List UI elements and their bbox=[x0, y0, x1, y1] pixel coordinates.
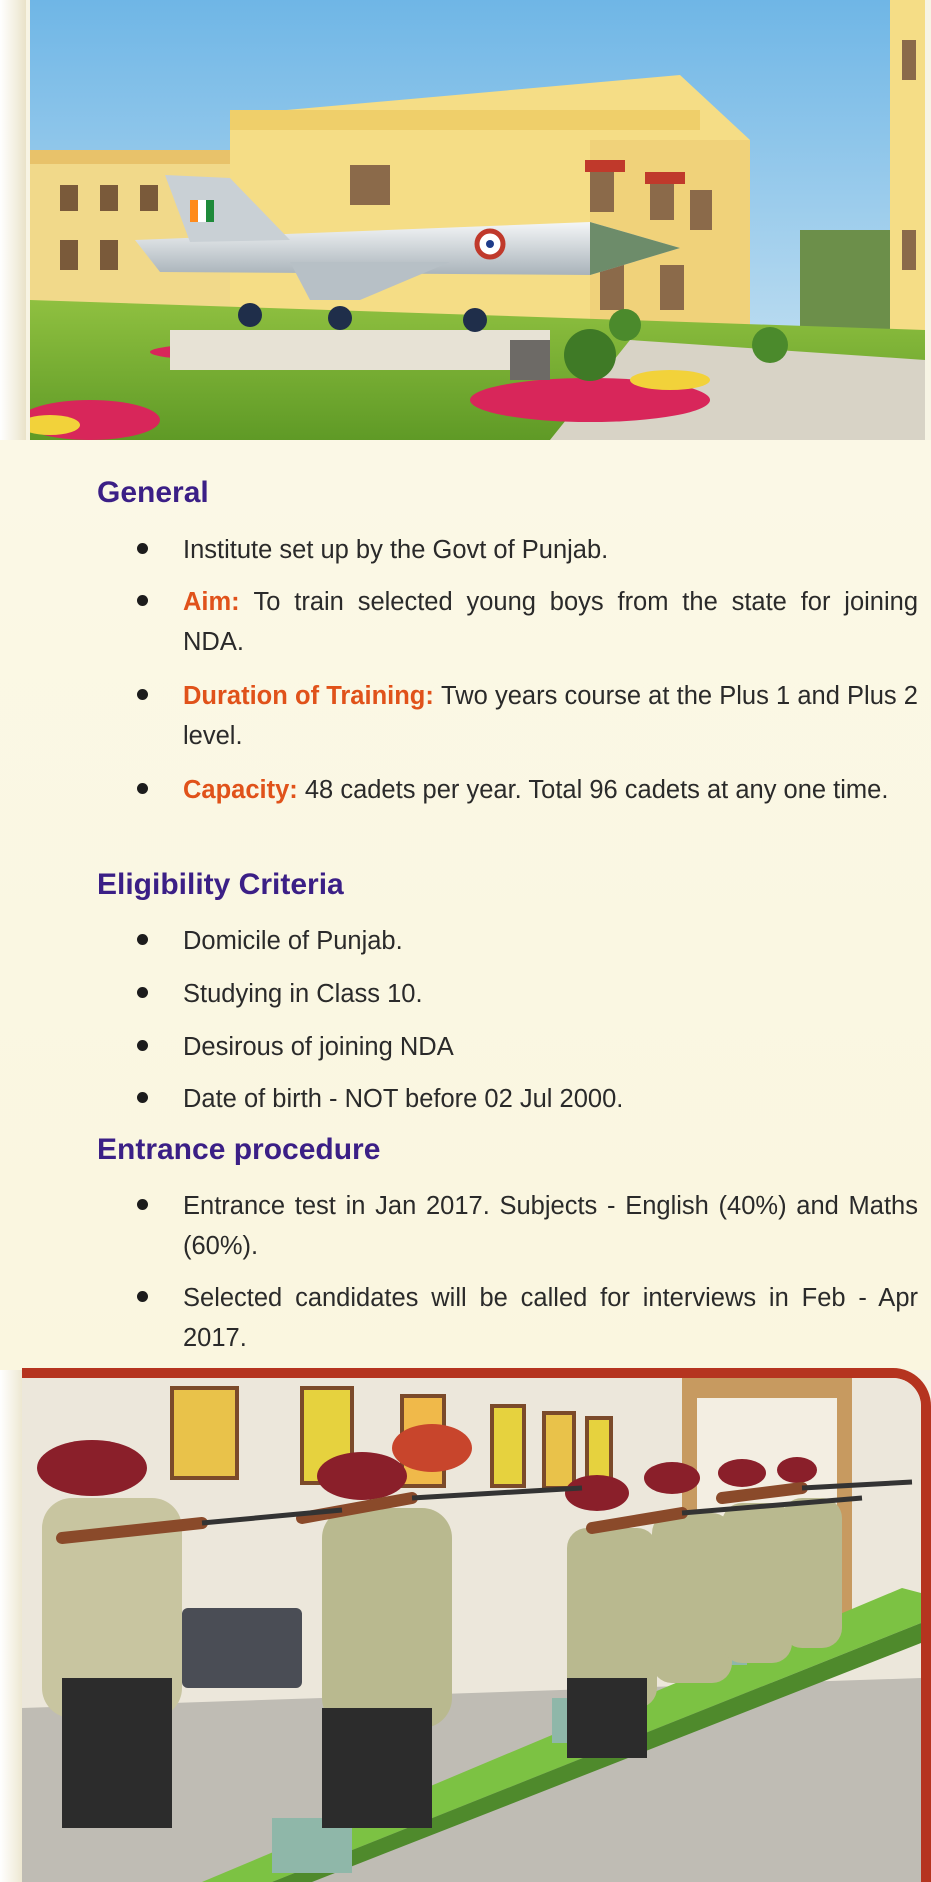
bullet-icon bbox=[137, 543, 148, 554]
bullet-icon bbox=[137, 1199, 148, 1210]
list-item bbox=[183, 1027, 918, 1067]
item-text: Two years course at the Plus 1 and Plus 2 level. bbox=[183, 682, 918, 750]
bullet-icon bbox=[137, 595, 148, 606]
list-item bbox=[183, 770, 918, 810]
item-text: Desirous of joining NDA bbox=[183, 1033, 454, 1061]
brochure-content bbox=[0, 440, 931, 1370]
list-item bbox=[183, 530, 918, 570]
item-text: Institute set up by the Govt of Punjab. bbox=[183, 536, 609, 564]
list-item bbox=[183, 1079, 918, 1119]
item-label: Duration of Training: bbox=[183, 682, 442, 710]
bullet-icon bbox=[137, 1040, 148, 1051]
list-item bbox=[183, 676, 918, 756]
bullet-icon bbox=[137, 783, 148, 794]
item-text: 48 cadets per year. Total 96 cadets at any one time. bbox=[304, 776, 889, 804]
institute-building-photo bbox=[30, 0, 931, 440]
bullet-icon bbox=[137, 1092, 148, 1103]
bullet-icon bbox=[137, 689, 148, 700]
item-label: Aim: bbox=[183, 588, 254, 616]
section-heading-eligibility: Eligibility Criteria bbox=[97, 868, 344, 901]
item-text: To train selected young boys from the state for joining NDA. bbox=[183, 588, 918, 656]
section-heading-entrance: Entrance procedure bbox=[97, 1133, 381, 1166]
item-text: Date of birth - NOT before 02 Jul 2000. bbox=[183, 1085, 624, 1113]
list-item bbox=[183, 1186, 918, 1266]
item-text: Entrance test in Jan 2017. Subjects - English (40%) and Maths (60%). bbox=[183, 1192, 918, 1260]
bullet-icon bbox=[137, 987, 148, 998]
item-label: Capacity: bbox=[183, 776, 305, 804]
bullet-icon bbox=[137, 1291, 148, 1302]
list-item bbox=[183, 921, 918, 961]
item-text: Selected candidates will be called for interviews in Feb - Apr 2017. bbox=[183, 1284, 918, 1352]
cadets-shooting-range-photo bbox=[22, 1368, 931, 1882]
bullet-icon bbox=[137, 934, 148, 945]
item-text: Domicile of Punjab. bbox=[183, 927, 403, 955]
list-item bbox=[183, 582, 918, 662]
list-item bbox=[183, 1278, 918, 1358]
list-item bbox=[183, 974, 918, 1014]
section-heading-general: General bbox=[97, 476, 209, 509]
item-text: Studying in Class 10. bbox=[183, 980, 423, 1008]
